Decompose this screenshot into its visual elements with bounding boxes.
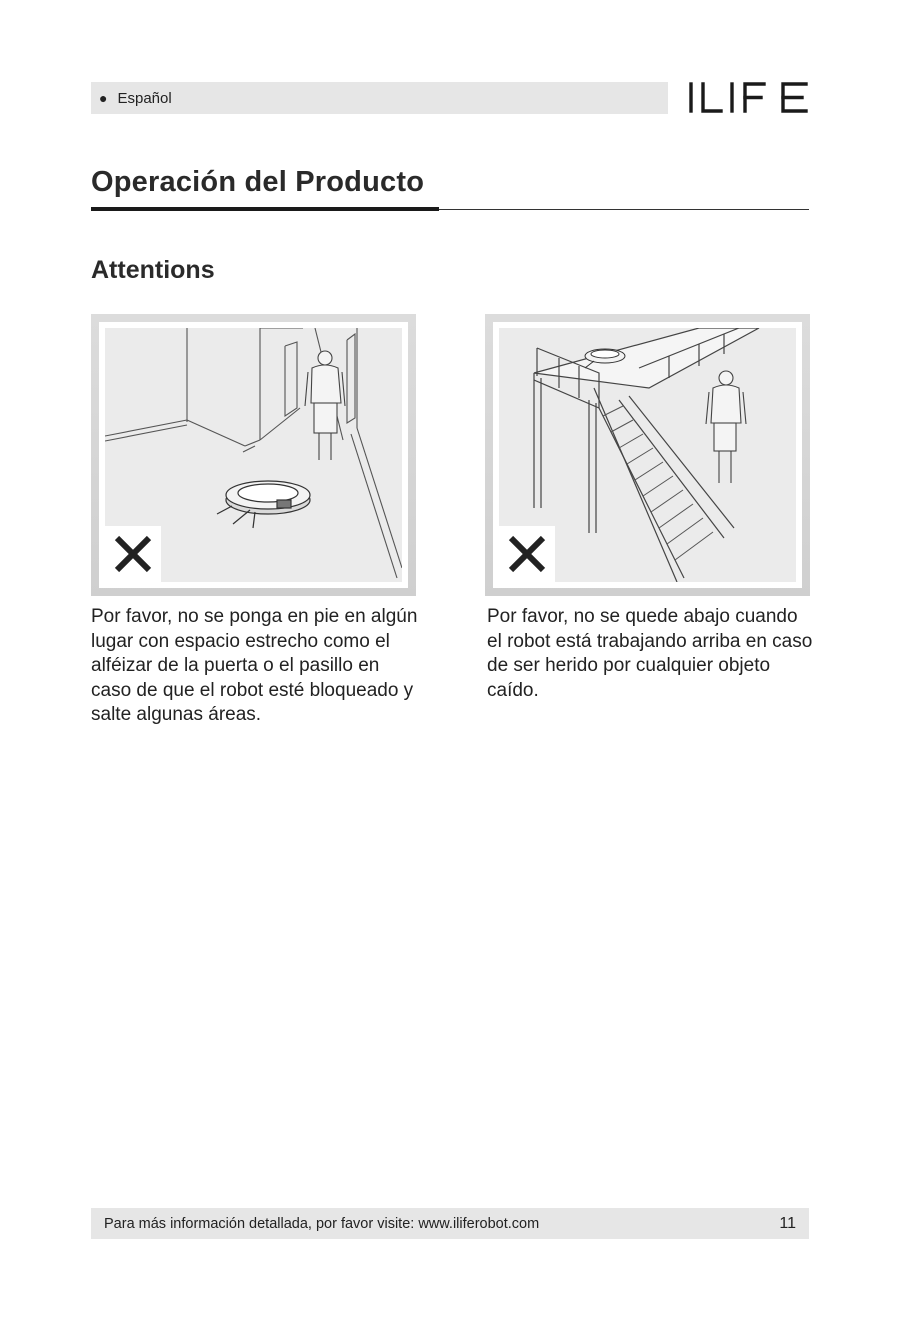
footer-bar (91, 1208, 809, 1239)
page-number: 11 (779, 1214, 796, 1232)
caption-stairs: Por favor, no se quede abajo cuando el robot está trabajando arriba en caso de ser herido por cualquier objeto caído. (487, 606, 813, 701)
subsection-title: Attentions (91, 256, 215, 284)
person-below (706, 371, 746, 483)
panel-corridor (91, 314, 416, 596)
prohibited-x-icon (105, 526, 161, 582)
title-underline (91, 207, 439, 211)
bullet-icon: ● (99, 90, 108, 106)
footer-text: Para más información detallada, por favor visite: www.iliferobot.com (104, 1215, 540, 1232)
language-bar (91, 82, 668, 114)
stairs-illustration (499, 328, 796, 582)
person-figure (305, 351, 345, 460)
caption-corridor: Por favor, no se ponga en pie en algún lugar con espacio estrecho como el alféizar de la puerta o el pasillo en caso de que el robot esté bloqueado y salte algunas áreas. (91, 606, 418, 725)
section-title: Operación del Producto (91, 166, 425, 198)
ilife-logo (688, 78, 810, 118)
corridor-illustration (105, 328, 402, 582)
panel-stairs (485, 314, 810, 596)
robot-vacuum (217, 481, 310, 528)
language-label: Español (117, 89, 172, 107)
prohibited-x-icon (499, 526, 555, 582)
